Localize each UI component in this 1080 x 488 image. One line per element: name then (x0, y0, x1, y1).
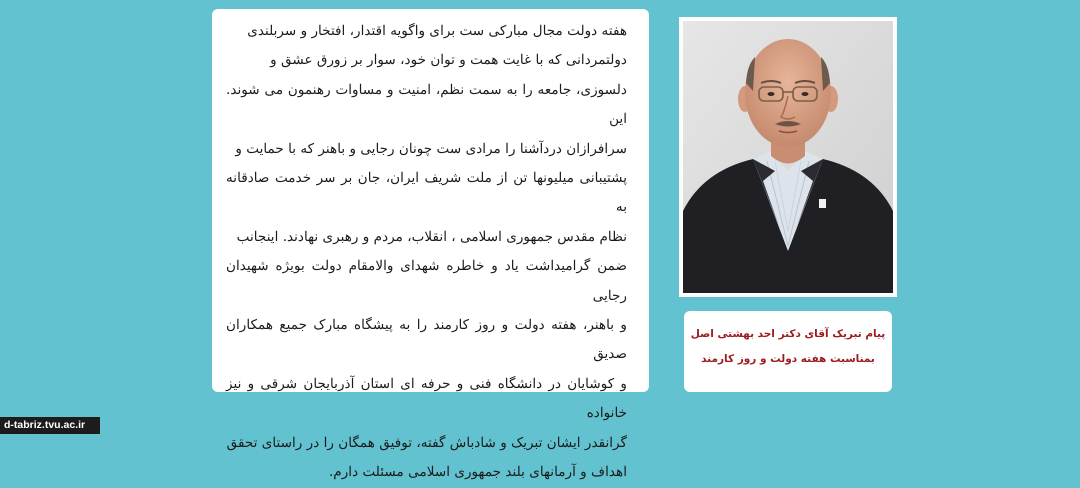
caption-subtitle: بمناسبت هفته دولت و روز کارمند (701, 353, 875, 365)
portrait-illustration (683, 21, 893, 293)
portrait-frame (679, 17, 897, 297)
message-line-1: هفته دولت مجال مبارکی ست برای واگویه اقتدار، افتخار و سربلندی (247, 23, 627, 39)
message-line-7: ضمن گرامیداشت یاد و خاطره شهدای والامقام دولت بویژه شهیدان رجایی (226, 258, 627, 304)
portrait-photo (683, 21, 893, 293)
message-line-3: دلسوزی، جامعه را به سمت نظم، امنیت و مساوات رهنمون می شوند. این (226, 81, 627, 128)
message-line-4: سرافرازان دردآشنا را مرادی ست چونان رجایی و باهنر که با حمایت و (235, 140, 627, 157)
message-card (212, 9, 649, 481)
message-line-8: و باهنر، هفته دولت و روز کارمند را به پیشگاه مبارک جمیع همکاران صدیق (226, 317, 627, 363)
message-line-5: پشتیبانی میلیونها تن از ملت شریف ایران، جان بر سر خدمت صادقانه به (226, 170, 627, 216)
caption-card (684, 311, 892, 392)
message-line-6: نظام مقدس جمهوری اسلامی ، انقلاب، مردم و رهبری نهادند. اینجانب (236, 228, 627, 245)
message-line-2: دولتمردانی که با غایت همت و توان خود، سوار بر زورق عشق و (270, 52, 627, 69)
message-line-11: اهداف و آرمانهای بلند جمهوری اسلامی مسئلت دارم. (328, 464, 627, 481)
message-line-10: گرانقدر ایشان تبریک و شادباش گفته، توفیق همگان را در راستای تحقق (226, 434, 627, 451)
footer-url-link[interactable]: d-tabriz.tvu.ac.ir (0, 417, 100, 434)
message-line-9: و کوشایان در دانشگاه فنی و حرفه ای استان آذربایجان شرقی و نیز خانواده (226, 375, 627, 422)
caption-title: پیام تبریک آقای دکتر احد بهشتی اصل (690, 328, 886, 340)
